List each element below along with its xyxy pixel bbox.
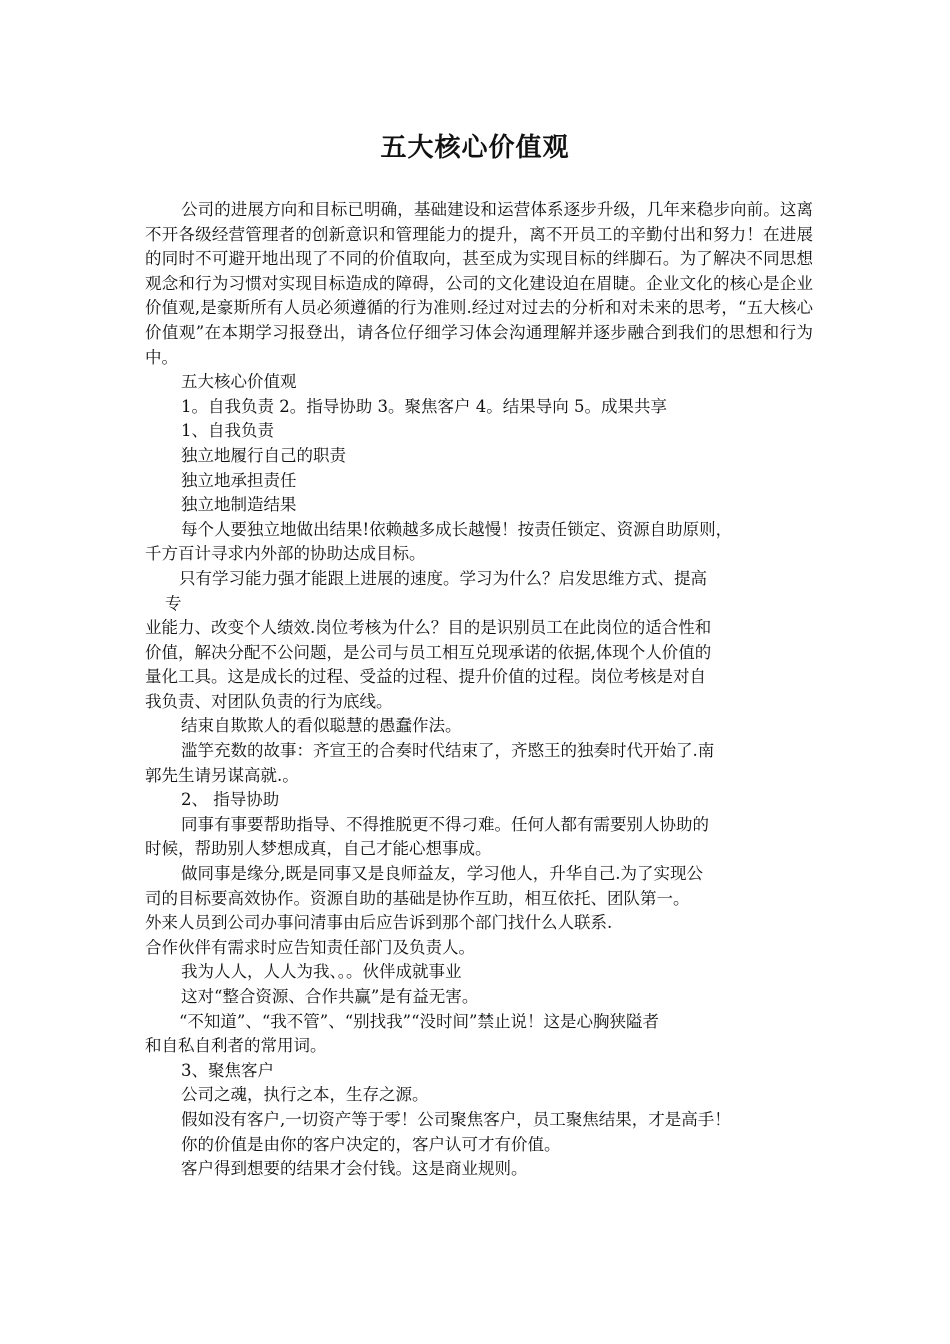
text-line: 郭先生请另谋高就.。: [145, 765, 299, 785]
text-line: 独立地制造结果: [181, 495, 297, 515]
text-line: 和自私自利者的常用词。: [145, 1036, 327, 1056]
document-body: [145, 198, 813, 1182]
text-line: 滥竽充数的故事：齐宣王的合奏时代结束了，齐愍王的独奏时代开始了.南: [181, 741, 715, 761]
values-list-line: 1。自我负责 2。指导协助 3。聚焦客户 4。结果导向 5。成果共享: [181, 396, 667, 416]
text-line: 量化工具。这是成长的过程、受益的过程、提升价值的过程。岗位考核是对自: [145, 667, 706, 687]
text-line: 只有学习能力强才能跟上进展的速度。学习为什么？启发思维方式、提高: [179, 568, 707, 588]
document-title: 五大核心价值观: [380, 133, 570, 163]
text-line: 司的目标要高效协作。资源自助的基础是协作互助，相互依托、团队第一。: [145, 888, 690, 908]
text-line: 每个人要独立地做出结果!依赖越多成长越慢！按责任锁定、资源自助原则，: [181, 519, 733, 539]
text-line: 这对“整合资源、合作共赢”是有益无害。: [181, 987, 479, 1006]
text-line: 客户得到想要的结果才会付钱。这是商业规则。: [181, 1159, 528, 1179]
text-line: 做同事是缘分,既是同事又是良师益友，学习他人，升华自己.为了实现公: [181, 864, 703, 884]
text-line: 千方百计寻求内外部的协助达成目标。: [145, 544, 426, 564]
section-heading-3: 3、聚焦客户: [181, 1060, 274, 1080]
text-line: 时候，帮助别人梦想成真，自己才能心想事成。: [145, 839, 492, 859]
text-line: 你的价值是由你的客户决定的，客户认可才有价值。: [181, 1134, 561, 1154]
section-heading-1: 1、自我负责: [181, 421, 274, 441]
section-heading-values: 五大核心价值观: [181, 372, 297, 392]
text-line: 价值，解决分配不公问题，是公司与员工相互兑现承诺的依据,体现个人价值的: [145, 642, 712, 662]
text-line: 同事有事要帮助指导、不得推脱更不得刁难。任何人都有需要别人协助的: [181, 814, 709, 834]
text-line: 我为人人，人人为我、。。伙伴成就事业: [181, 962, 462, 982]
text-line: 外来人员到公司办事问清事由后应告诉到那个部门找什么人联系.: [145, 913, 613, 933]
text-line: 合作伙伴有需求时应告知责任部门及负责人。: [145, 937, 475, 957]
section-heading-2: 2、 指导协助: [181, 790, 280, 810]
text-line: 结束自欺欺人的看似聪慧的愚蠢作法。: [181, 716, 462, 736]
text-line: 专: [165, 593, 182, 613]
text-line: 我负责、对团队负责的行为底线。: [145, 691, 393, 711]
text-line: 公司之魂，执行之本，生存之源。: [181, 1085, 429, 1105]
text-line: “不知道”、“我不管”、“别找我”“没时间”禁止说！这是心胸狭隘者: [179, 1011, 659, 1031]
text-line: 业能力、改变个人绩效.岗位考核为什么？目的是识别员工在此岗位的适合性和: [145, 618, 712, 638]
intro-paragraph: 公司的进展方向和目标已明确，基础建设和运营体系逐步升级，几年来稳步向前。这离不开各级经营管理者的创新意识和管理能力的提升，离不开员工的辛勤付出和努力！在进展的同时不可避开地出现了不同的价值取向，甚至成为实现目标的绊脚石。为了解决不同思想观念和行为习惯对实现目标造成的障碍，公司的文化建设迫在眉睫。企业文化的核心是企业价值观,是豪斯所有人员必须遵循的行为准则.经过对过去的分析和对未来的思考，“五大核心价值观”在本期学习报登出，请各位仔细学习体会沟通理解并逐步融合到我们的思想和行为中。: [145, 200, 813, 367]
text-line: 独立地履行自己的职责: [181, 445, 346, 465]
text-line: 假如没有客户,一切资产等于零！公司聚焦客户，员工聚焦结果，才是高手！: [181, 1109, 731, 1129]
text-line: 独立地承担责任: [181, 470, 297, 490]
